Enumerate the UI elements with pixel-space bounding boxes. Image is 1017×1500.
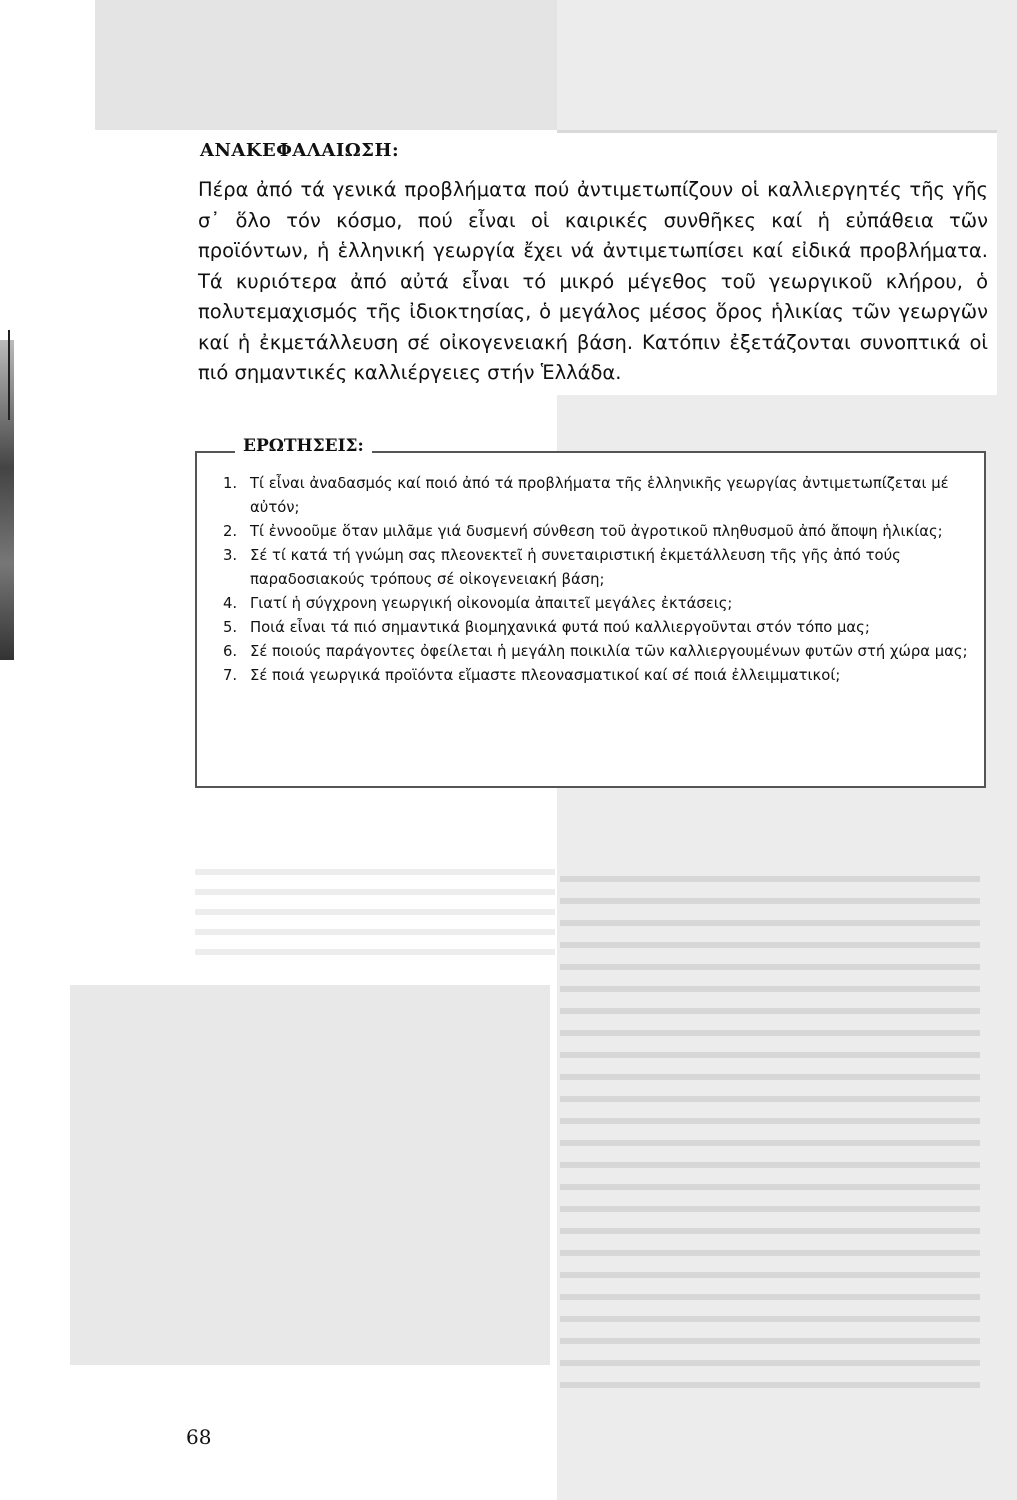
question-number: 5. <box>223 619 238 636</box>
question-item <box>213 544 973 592</box>
question-item <box>213 664 973 688</box>
question-text: Τί εἶναι ἀναδασμός καί ποιό ἀπό τά προβλήματα τῆς ἑλληνικῆς γεωργίας ἀντιμετωπίζεται μέ αὐτόν; <box>250 475 949 516</box>
summary-paragraph: Πέρα ἀπό τά γενικά προβλήματα πού ἀντιμετωπίζουν οἱ καλλιεργητές τῆς γῆς σ᾽ ὅλο τόν κόσμο, πού εἶναι οἱ καιρικές συνθῆκες καί ἡ εὐπάθεια τῶν προϊόντων, ἡ ἑλληνική γεωργία ἔχει νά ἀντιμετωπίσει καί εἰδικά προβλήματα. Τά κυριότερα ἀπό αὐτά εἶναι τό μικρό μέγεθος τοῦ γεωργικοῦ κλήρου, ὁ πολυτεμαχισμός τῆς ἰδιοκτησίας, ὁ μεγάλος μέσος ὅρος ἡλικίας τῶν γεωργῶν καί ἡ ἐκμετάλλευση σέ οἰκογενειακή βάση. Κατόπιν ἐξετάζονται συνοπτικά οἱ πιό σημαντικές καλλιέργειες στήν Ἑλλάδα. <box>198 178 988 384</box>
question-text: Ποιά εἶναι τά πιό σημαντικά βιομηχανικά φυτά πού καλλιεργοῦνται στόν τόπο μας; <box>250 619 870 636</box>
question-number: 3. <box>223 547 238 564</box>
question-text: Σέ τί κατά τή γνώμη σας πλεονεκτεῖ ἡ συνεταιριστική ἐκμετάλλευση τῆς γῆς ἀπό τούς παραδοσιακούς τρόπους σέ οἰκογενειακή βάση; <box>250 547 901 588</box>
print-through-text <box>195 855 555 965</box>
question-item <box>213 472 973 520</box>
question-number: 2. <box>223 523 238 540</box>
question-item <box>213 640 973 664</box>
question-number: 4. <box>223 595 238 612</box>
questions-heading: ΕΡΩΤΗΣΕΙΣ: <box>235 436 372 456</box>
question-number: 1. <box>223 475 238 492</box>
page-edge-mark <box>0 340 14 660</box>
questions-list <box>213 472 973 688</box>
question-item <box>213 520 973 544</box>
question-text: Γιατί ἡ σύγχρονη γεωργική οἰκονομία ἀπαιτεῖ μεγάλες ἐκτάσεις; <box>250 595 733 612</box>
page-edge-line <box>8 330 10 420</box>
print-through-text <box>560 860 980 1400</box>
question-text: Σέ ποιούς παράγοντες ὀφείλεται ἡ μεγάλη ποικιλία τῶν καλλιεργουμένων φυτῶν στή χώρα μας; <box>250 643 968 660</box>
question-item <box>213 592 973 616</box>
question-text: Τί ἐννοοῦμε ὅταν μιλᾶμε γιά δυσμενή σύνθεση τοῦ ἀγροτικοῦ πληθυσμοῦ ἀπό ἄποψη ἡλικίας; <box>250 523 943 540</box>
question-item <box>213 616 973 640</box>
page-number: 68 <box>186 1425 212 1449</box>
summary-heading: ΑΝΑΚΕΦΑΛΑΙΩΣΗ: <box>200 140 400 161</box>
question-number: 6. <box>223 643 238 660</box>
question-number: 7. <box>223 667 238 684</box>
print-through-shade <box>95 0 560 130</box>
print-through-shade <box>70 985 550 1365</box>
question-text: Σέ ποιά γεωργικά προϊόντα εἴμαστε πλεονασματικοί καί σέ ποιά ἐλλειμματικοί; <box>250 667 841 684</box>
